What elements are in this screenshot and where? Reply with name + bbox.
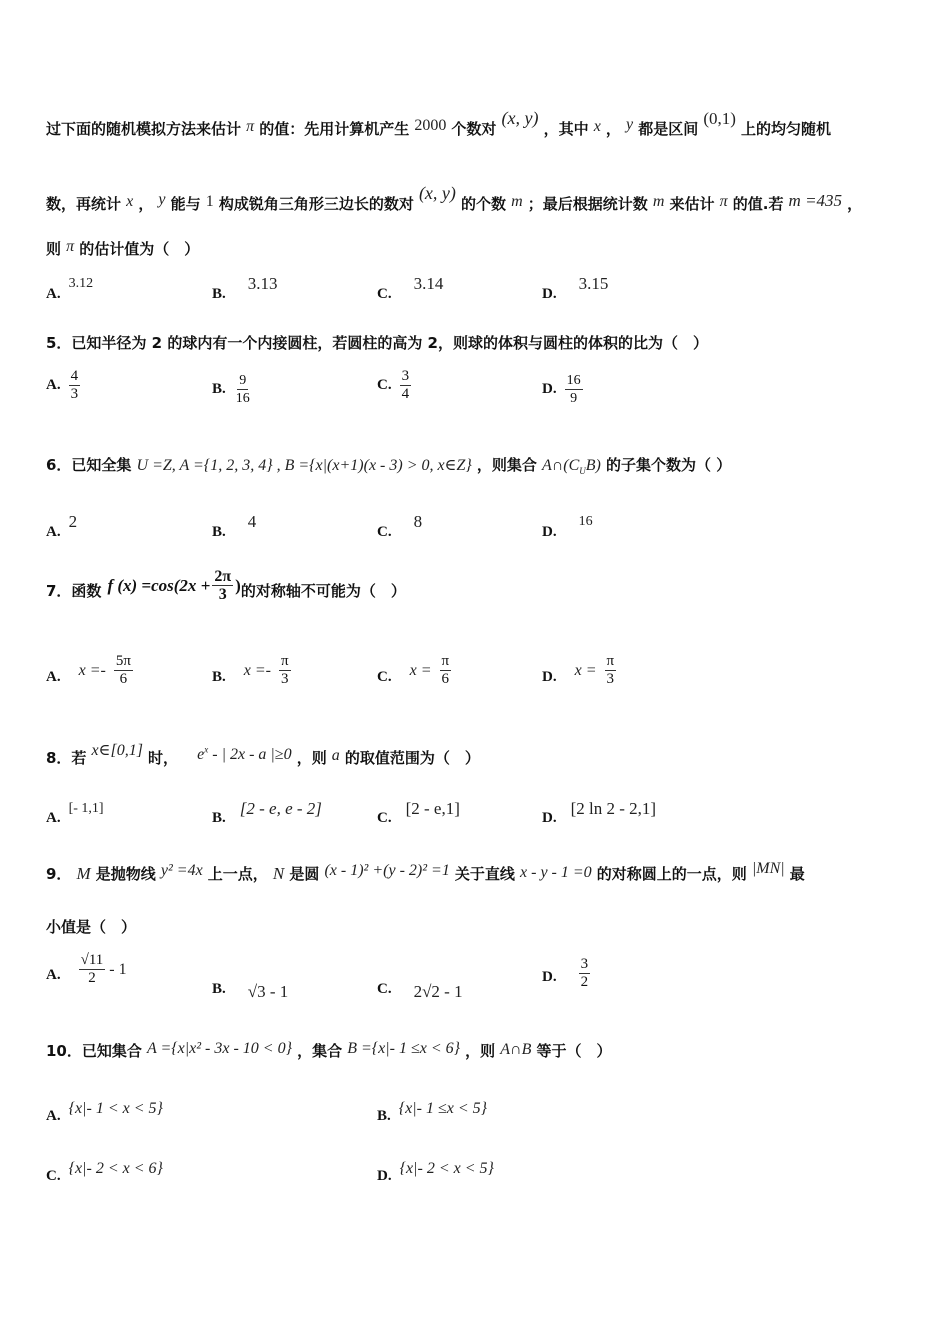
q10-set-b: B ={x|- 1 ≤x < 6} xyxy=(347,1040,461,1057)
option-label: A. xyxy=(46,810,61,826)
q6-option-a[interactable] xyxy=(46,510,77,541)
q9-math: N xyxy=(272,864,285,883)
q6-sets: U =Z, A ={1, 2, 3, 4} , B ={x|(x+1)(x - 3) > 0, x∈Z} xyxy=(136,457,472,474)
q4-text: 能与 xyxy=(170,195,201,213)
q9-math: y² =4x xyxy=(160,862,203,879)
option-value: [2 ln 2 - 2,1] xyxy=(570,798,657,818)
q6-text: 6．已知全集 xyxy=(46,456,132,474)
q4-option-b[interactable] xyxy=(212,272,278,303)
q6-option-d[interactable] xyxy=(542,510,593,541)
q10-expr: A∩B xyxy=(500,1041,532,1058)
option-label: C. xyxy=(377,286,392,302)
option-fraction: $\frac{\pi}{3}$ xyxy=(606,653,615,687)
option-label: A. xyxy=(46,286,61,302)
q9-text: 关于直线 xyxy=(454,865,515,883)
q4-math: π xyxy=(246,118,255,135)
option-value: 16 xyxy=(578,513,593,529)
option-value: 2 xyxy=(68,511,78,531)
q9-text: 上一点， xyxy=(207,865,268,883)
q4-text: 构成锐角三角形三边长的数对 xyxy=(218,195,414,213)
q4-text: ，其中 xyxy=(543,120,589,138)
q9-math: |MN| xyxy=(751,860,785,877)
q4-text: 过下面的随机模拟方法来估计 xyxy=(46,120,242,138)
option-fraction: $\frac{9}{16}$ xyxy=(235,373,250,406)
q10-option-a[interactable] xyxy=(46,1094,163,1125)
q5-option-a[interactable] xyxy=(46,368,80,403)
q8-var: a xyxy=(331,747,340,764)
q9-math: M xyxy=(76,864,91,883)
option-value: 4 xyxy=(247,511,257,531)
q7-option-c[interactable] xyxy=(377,653,451,688)
q4-option-c[interactable] xyxy=(377,272,443,303)
q6-stem xyxy=(46,454,731,476)
option-label: A. xyxy=(46,967,61,983)
option-label: B. xyxy=(377,1108,391,1124)
q4-line1 xyxy=(46,108,831,139)
option-value: √3 - 1 xyxy=(247,982,289,1001)
q10-text: ，则 xyxy=(465,1042,496,1060)
q4-text: 都是区间 xyxy=(638,120,699,138)
option-value: 3.15 xyxy=(578,273,609,293)
q4-text: 个数对 xyxy=(451,120,497,138)
q8-option-c[interactable] xyxy=(377,796,460,827)
option-value: 2√2 - 1 xyxy=(413,982,463,1001)
q4-text: ， xyxy=(138,195,154,213)
q4-text: 的值.若 xyxy=(732,195,784,213)
option-label: C. xyxy=(46,1168,61,1184)
q10-set-a: A ={x|x² - 3x - 10 < 0} xyxy=(146,1040,292,1057)
q7-stem xyxy=(46,568,406,603)
option-tail: - 1 xyxy=(109,960,127,978)
q8-text: 8．若 xyxy=(46,749,87,767)
q4-option-d[interactable] xyxy=(542,272,608,303)
q4-line3 xyxy=(46,238,199,259)
q9-text: 最 xyxy=(789,865,805,883)
option-prefix: x = xyxy=(574,661,597,679)
q9-text: 9． xyxy=(46,865,72,883)
q5-option-c[interactable] xyxy=(377,368,411,403)
q8-option-a[interactable] xyxy=(46,796,104,827)
option-label: B. xyxy=(212,524,226,540)
q4-math: 1 xyxy=(205,193,214,210)
q7-option-a[interactable] xyxy=(46,653,133,688)
q4-math: 2000 xyxy=(414,117,447,134)
q10-text: ，集合 xyxy=(297,1042,343,1060)
q4-math: y xyxy=(626,116,634,133)
option-value: 3.14 xyxy=(413,273,444,293)
option-label: D. xyxy=(542,286,557,302)
option-value: [2 - e,1] xyxy=(405,798,460,818)
option-label: D. xyxy=(542,524,557,540)
option-value: {x|- 2 < x < 5} xyxy=(399,1159,494,1177)
q4-math: m xyxy=(511,193,523,210)
q4-math: y xyxy=(158,191,166,208)
q4-math: (x, y) xyxy=(501,108,539,128)
option-fraction: $\frac{\pi}{6}$ xyxy=(441,653,450,687)
q4-math: x xyxy=(126,193,134,210)
option-value: [- 1,1] xyxy=(68,800,104,816)
option-value: 8 xyxy=(413,511,423,531)
q9-math: x - y - 1 =0 xyxy=(520,864,592,881)
option-label: C. xyxy=(377,980,392,997)
q7-text: 7．函数 xyxy=(46,582,102,600)
option-label: B. xyxy=(212,381,226,397)
q4-line2 xyxy=(46,183,862,214)
q4-text: ， xyxy=(605,120,621,138)
option-prefix: x =- xyxy=(243,661,271,679)
option-value: {x|- 1 ≤x < 5} xyxy=(398,1099,488,1117)
q4-math: m xyxy=(652,193,665,210)
q7-function: f (x) =cos(2x + $\frac{2\pi}{3}$ ) xyxy=(107,568,241,603)
q6-text: ，则集合 xyxy=(476,456,537,474)
option-fraction: $\frac{\pi}{3}$ xyxy=(281,653,289,687)
q4-math: (0,1) xyxy=(703,109,736,128)
q7-text: 的对称轴不可能为（ ） xyxy=(240,582,406,600)
option-label: B. xyxy=(212,286,226,302)
option-label: C. xyxy=(377,810,392,826)
q10-stem xyxy=(46,1040,612,1061)
q5-stem: 5．已知半径为 2 的球内有一个内接圆柱，若圆柱的高为 2，则球的体积与圆柱的体积的比为（ ） xyxy=(46,334,708,352)
option-label: C. xyxy=(377,524,392,540)
q4-text: 的值：先用计算机产生 xyxy=(259,120,410,138)
q9-text: 的对称圆上的一点，则 xyxy=(596,865,747,883)
option-fraction: $\frac{3}{4}$ xyxy=(401,368,410,402)
q9-line2: 小值是（ ） xyxy=(46,918,137,936)
option-fraction: $\frac{√11}{2}$ xyxy=(80,952,104,986)
q4-text: 则 xyxy=(46,240,62,258)
option-label: B. xyxy=(212,810,226,826)
q9-math: (x - 1)² +(y - 2)² =1 xyxy=(324,862,450,879)
q8-option-d[interactable] xyxy=(542,796,656,827)
q4-math: π xyxy=(719,193,728,210)
q6-text: 的子集个数为（ ） xyxy=(605,456,732,474)
q8-text: ，则 xyxy=(296,749,327,767)
q8-inequality: $e^x$ - | 2x - a |≥0 xyxy=(197,744,292,763)
q10-text: 等于（ ） xyxy=(536,1042,612,1060)
option-value: {x|- 2 < x < 6} xyxy=(68,1159,163,1177)
q4-math: m =435 xyxy=(788,191,843,210)
q8-condition: x∈[0,1] xyxy=(91,742,143,759)
option-label: D. xyxy=(542,810,557,826)
option-label: A. xyxy=(46,524,61,540)
q9-text: 是抛物线 xyxy=(95,865,156,883)
q4-text: 上的均匀随机 xyxy=(741,120,832,138)
q7-option-d[interactable] xyxy=(542,653,616,688)
q5-option-d[interactable] xyxy=(542,372,583,407)
option-label: A. xyxy=(46,377,61,393)
option-value: 3.13 xyxy=(247,273,278,293)
q7-option-b[interactable] xyxy=(212,653,291,688)
q10-option-d[interactable] xyxy=(377,1154,494,1185)
q9-option-a[interactable] xyxy=(46,952,127,987)
option-fraction: $\frac{3}{2}$ xyxy=(580,956,589,990)
q4-text: 的估计值为（ ） xyxy=(79,240,200,258)
option-fraction: $\frac{5\pi}{6}$ xyxy=(115,653,131,687)
q10-text: 10．已知集合 xyxy=(46,1042,142,1060)
option-label: D. xyxy=(542,969,557,985)
q4-option-a[interactable] xyxy=(46,272,93,303)
q6-option-b[interactable] xyxy=(212,510,256,541)
q10-option-b[interactable] xyxy=(377,1094,487,1125)
option-label: D. xyxy=(542,669,557,685)
q6-option-c[interactable] xyxy=(377,510,422,541)
option-value: {x|- 1 < x < 5} xyxy=(68,1099,163,1117)
q8-option-b[interactable] xyxy=(212,796,322,827)
option-fraction: $\frac{16}{9}$ xyxy=(566,373,581,406)
q10-option-c[interactable] xyxy=(46,1154,163,1185)
option-label: A. xyxy=(46,669,61,685)
q4-math: (x, y) xyxy=(418,183,456,203)
q9-option-b[interactable] xyxy=(212,976,288,1002)
option-prefix: x = xyxy=(409,661,432,679)
q4-text: 的个数 xyxy=(461,195,507,213)
q8-text: 的取值范围为（ ） xyxy=(344,749,480,767)
q9-option-d[interactable] xyxy=(542,956,590,991)
option-value: 3.12 xyxy=(68,275,94,291)
q8-text: 时， xyxy=(148,749,179,767)
q9-line1 xyxy=(46,860,805,884)
option-label: B. xyxy=(212,669,226,685)
q4-text: ， xyxy=(847,195,863,213)
q6-expr: $A\cap(C_UB)$ xyxy=(541,457,601,477)
q8-stem xyxy=(46,740,480,768)
q4-text: 来估计 xyxy=(669,195,715,213)
option-label: A. xyxy=(46,1108,61,1124)
q4-text: ；最后根据统计数 xyxy=(527,195,648,213)
option-prefix: x =- xyxy=(78,661,106,679)
q9-text: 是圆 xyxy=(289,865,320,883)
q4-math: π xyxy=(66,238,75,255)
q4-text: 数，再统计 xyxy=(46,195,122,213)
option-fraction: $\frac{4}{3}$ xyxy=(70,368,79,402)
option-label: C. xyxy=(377,669,392,685)
option-label: D. xyxy=(377,1168,392,1184)
option-label: C. xyxy=(377,377,392,393)
q4-math: x xyxy=(593,118,601,135)
option-label: B. xyxy=(212,980,226,997)
option-value: [2 - e, e - 2] xyxy=(239,798,322,818)
q9-option-c[interactable] xyxy=(377,976,463,1002)
q5-option-b[interactable] xyxy=(212,372,252,407)
option-label: D. xyxy=(542,381,557,397)
